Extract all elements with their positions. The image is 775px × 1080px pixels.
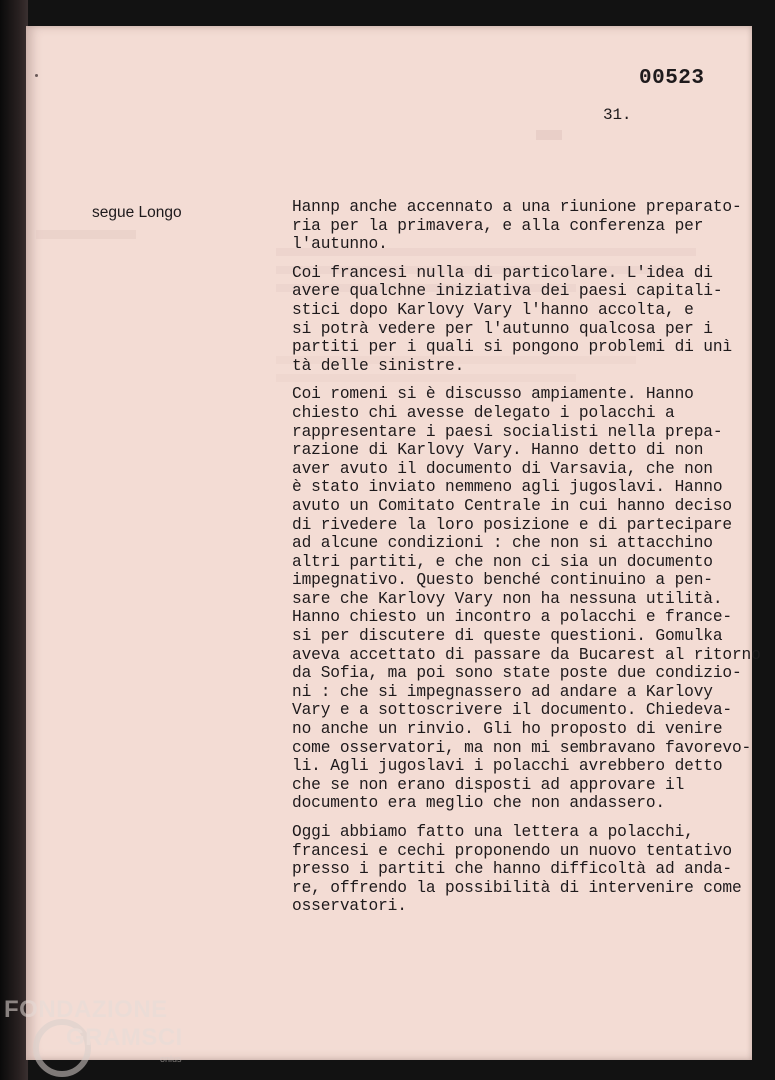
text-line: partiti per i quali si pongono problemi di unì bbox=[292, 338, 732, 357]
text-line: francesi e cechi proponendo un nuovo tentativo bbox=[292, 841, 732, 860]
document-page bbox=[26, 26, 761, 1060]
text-line: Oggi abbiamo fatto una lettera a polacchi, bbox=[292, 823, 694, 841]
text-line: Coi romeni si è discusso ampiamente. Hanno bbox=[292, 385, 694, 404]
text-line: Hanno chiesto un incontro a polacchi e france- bbox=[292, 608, 732, 627]
scan-edge-shadow bbox=[0, 0, 28, 1080]
text-line: stici dopo Karlovy Vary l'hanno accolta, e bbox=[292, 300, 694, 319]
text-line: impegnativo. Questo benché continuino a pen- bbox=[292, 571, 713, 590]
text-line: da Sofia, ma poi sono state poste due condizio- bbox=[292, 664, 742, 683]
text-line: l'autunno. bbox=[292, 235, 388, 254]
page-speck bbox=[35, 74, 38, 77]
text-line: è stato inviato nemmeno agli jugoslavi. Hanno bbox=[292, 478, 723, 497]
text-line: rappresentare i paesi socialisti nella prepa- bbox=[292, 422, 723, 441]
text-line: Hannp anche accennato a una riunione preparato- bbox=[292, 198, 742, 216]
body-text bbox=[292, 198, 761, 926]
paragraph-1 bbox=[292, 198, 752, 254]
text-line: di rivedere la loro posizione e di partecipare bbox=[292, 515, 732, 534]
text-line: avuto un Comitato Centrale in cui hanno deciso bbox=[292, 496, 732, 515]
text-line: sare che Karlovy Vary non ha nessuna utilità. bbox=[292, 589, 723, 608]
text-line: come osservatori, ma non mi sembravano favorevo- bbox=[292, 738, 752, 757]
paragraph-2 bbox=[292, 264, 752, 376]
text-line: altri partiti, e che non ci sia un documento bbox=[292, 552, 713, 571]
watermark-line-3: onlus bbox=[160, 1054, 182, 1064]
text-line: ni : che si impegnassero ad andare a Karlovy bbox=[292, 682, 713, 701]
speaker-label: segue Longo bbox=[92, 204, 182, 221]
text-line: ad alcune condizioni : che non si attacchino bbox=[292, 534, 713, 553]
text-line: tà delle sinistre. bbox=[292, 356, 465, 375]
text-line: osservatori. bbox=[292, 897, 407, 916]
paragraph-3 bbox=[292, 385, 761, 813]
text-line: Coi francesi nulla di particolare. L'idea di bbox=[292, 263, 713, 282]
text-line: aveva accettato di passare da Bucarest al ritorno bbox=[292, 645, 761, 664]
text-line: documento era meglio che non andassero. bbox=[292, 794, 665, 813]
text-line: presso i partiti che hanno difficoltà ad anda- bbox=[292, 860, 732, 879]
text-line: razione di Karlovy Vary. Hanno detto di non bbox=[292, 441, 704, 460]
text-line: li. Agli jugoslavi i polacchi avrebbero detto bbox=[292, 757, 723, 776]
text-line: Vary e a sottoscrivere il documento. Chiedeva- bbox=[292, 701, 732, 720]
watermark-line-2: GRAMSCI bbox=[66, 1024, 183, 1051]
text-line: chiesto chi avesse delegato i polacchi a bbox=[292, 403, 675, 422]
text-line: no anche un rinvio. Gli ho proposto di venire bbox=[292, 720, 723, 739]
watermark-line-1: FONDAZIONE bbox=[4, 996, 168, 1023]
page-number: 31. bbox=[603, 106, 632, 124]
text-line: avere qualchne iniziativa dei paesi capitali- bbox=[292, 282, 723, 301]
text-line: aver avuto il documento di Varsavia, che non bbox=[292, 459, 713, 478]
text-line: re, offrendo la possibilità di intervenire come bbox=[292, 878, 742, 897]
text-line: si potrà vedere per l'autunno qualcosa per i bbox=[292, 319, 713, 338]
paragraph-4 bbox=[292, 823, 752, 916]
fondazione-gramsci-watermark bbox=[0, 990, 200, 1080]
text-line: che se non erano disposti ad approvare il bbox=[292, 775, 685, 794]
text-line: ria per la primavera, e alla conferenza per bbox=[292, 216, 704, 235]
text-line: si per discutere di queste questioni. Gomulka bbox=[292, 627, 723, 646]
document-number: 00523 bbox=[639, 67, 705, 90]
